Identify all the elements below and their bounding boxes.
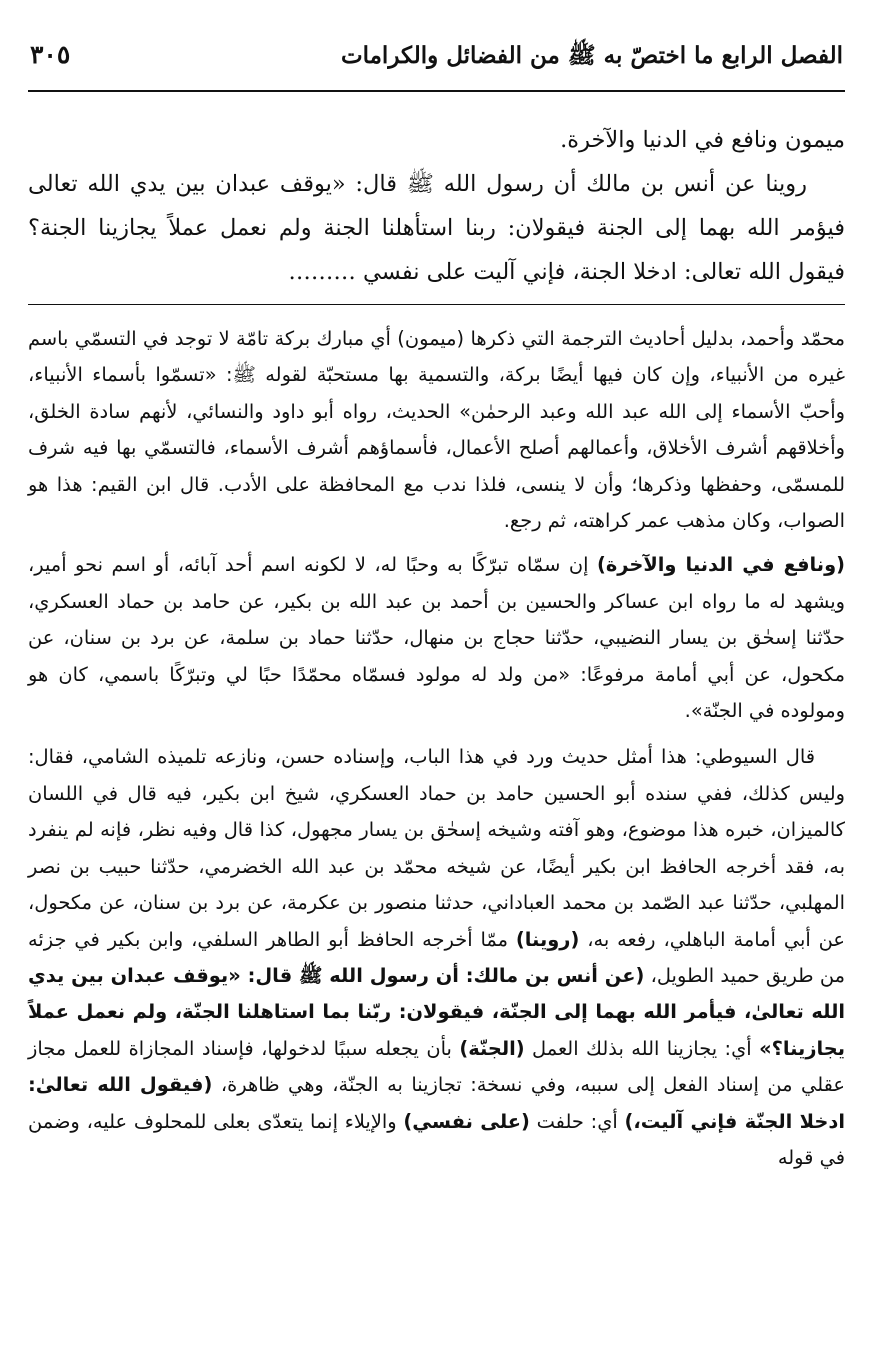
footnote-separator xyxy=(28,304,845,305)
hadith-text: روينا عن أنس بن مالك أن رسول الله ﷺ قال: «يوقف عبدان بين يدي الله تعالى فيؤمر الله بهما إلى الجنة فيقولان: ربنا استأهلنا الجنة ولم نعمل عملاً يجازينا الجنة؟ فيقول الله تعالى: ادخلا الجنة، فإني آليت على نفسي xyxy=(28,171,845,285)
lemma: (الجنّة) xyxy=(459,1036,525,1060)
page-number: ٣٠٥ xyxy=(30,40,71,69)
main-text-paragraph xyxy=(28,162,845,294)
commentary-text: أي: يجازينا الله بذلك العمل xyxy=(524,1036,760,1060)
commentary-text: إن سمّاه تبرّكًا به وحبًا له، لا لكونه اسم أحد آبائه، أو اسم نحو أمير، ويشهد له ما رواه ابن عساكر والحسين بن أحمد بن عبد الله بن بكير، عن حامد بن حماد العسكري، حدّثنا إسحٰق بن يسار النضيبي، حدّثنا حجاج بن منهال، حدّثنا حماد بن سلمة، عن برد بن سنان، عن مكحول، عن أبي أمامة مرفوعًا: «من ولد له مولود فسمّاه محمّدًا حبًا لي وتبرّكًا باسمي، كان هو ومولوده في الجنّة». xyxy=(28,553,845,723)
commentary-text: والإيلاء إنما يتعدّى بعلى للمحلوف عليه، وضمن في قوله xyxy=(28,1109,845,1169)
commentary-text: ممّا أخرجه الحافظ أبو الطاهر السلفي، وابن بكير في جزئه من طريق حميد الطويل، xyxy=(28,927,846,987)
commentary-text: قال السيوطي: هذا أمثل حديث ورد في هذا الباب، وإسناده حسن، ونازعه تلميذه الشامي، فقال: وليس كذلك، ففي سنده أبو الحسين حامد بن حماد العسكري، شيخ ابن بكير، فيه قال في اللسان كالميزان، خبره هذا موضوع، وهو آفته وشيخه إسحٰق بن يسار مجهول، كذا قال وفيه نظر، فإنه لم ينفرد به، فقد أخرجه الحافظ ابن بكير أيضًا، عن شيخه محمّد بن عبد الله الخضرمي، حدّثنا حبيب بن نصر المهلبي، حدّثنا عبد الصّمد بن محمد العباداني، حدثنا منصور بن عكرمة، عن برد بن سنان، عن مكحول، عن أبي أمامة الباهلي، رفعه به، xyxy=(28,745,845,951)
lemma: (فيقول الله تعالىٰ: ادخلا الجنّة فإني آليت،) xyxy=(28,1073,845,1133)
commentary-text: أي: حلفت xyxy=(529,1109,625,1133)
commentary-text: بأن يجعله سببًا لدخولها، فإسناد المجازاة للعمل مجاز عقلي من إسناد الفعل إلى سببه، وفي نسخة: تجازينا به الجنّة، وهي ظاهرة، xyxy=(28,1036,845,1097)
commentary xyxy=(28,321,845,1176)
main-text xyxy=(28,118,845,294)
main-text-line: ميمون ونافع في الدنيا والآخرة. xyxy=(560,127,845,153)
commentary-paragraph xyxy=(28,547,845,729)
commentary-paragraph: محمّد وأحمد، بدليل أحاديث الترجمة التي ذكرها (ميمون) أي مبارك بركة تامّة لا توجد في التسمّي باسم غيره من الأنبياء، وإن كان فيها أيضًا بركة، والتسمية بها مستحبّة لقوله ﷺ: «تسمّوا بأسماء الأنبياء، وأحبّ الأسماء إلى الله عبد الله وعبد الرحمٰن» الحديث، رواه أبو داود والنسائي، لأنهم سادة الخلق، وأخلاقهم أشرف الأخلاق، وأعمالهم أصلح الأعمال، فأسماؤهم أشرف الأسماء، فالتسمّي بها فيه شرف للمسمّى، وحفظها وذكرها؛ وأن لا ينسى، فلذا ندب مع المحافظة على الأدب. قال ابن القيم: هذا هو الصواب، وكان مذهب عمر كراهته، ثم رجع. xyxy=(28,327,845,533)
book-page xyxy=(28,40,845,1186)
commentary-paragraph xyxy=(28,739,845,1176)
chapter-title: الفصل الرابع ما اختصّ به ﷺ من الفضائل والكرامات xyxy=(340,42,843,69)
continuation-dots: ……… xyxy=(288,259,356,285)
running-header xyxy=(28,40,845,92)
lemma: (ونافع في الدنيا والآخرة) xyxy=(596,553,845,577)
lemma: (روينا) xyxy=(515,927,580,951)
lemma: (عن أنس بن مالك: أن رسول الله ﷺ قال: «يوقف عبدان بين يدي الله تعالىٰ، فيأمر الله بهما إلى الجنّة، فيقولان: ربّنا بما استاهلنا الجنّة، ولم نعمل عملاً يجازينا؟» xyxy=(28,963,846,1060)
lemma: (على نفسي) xyxy=(403,1109,530,1133)
